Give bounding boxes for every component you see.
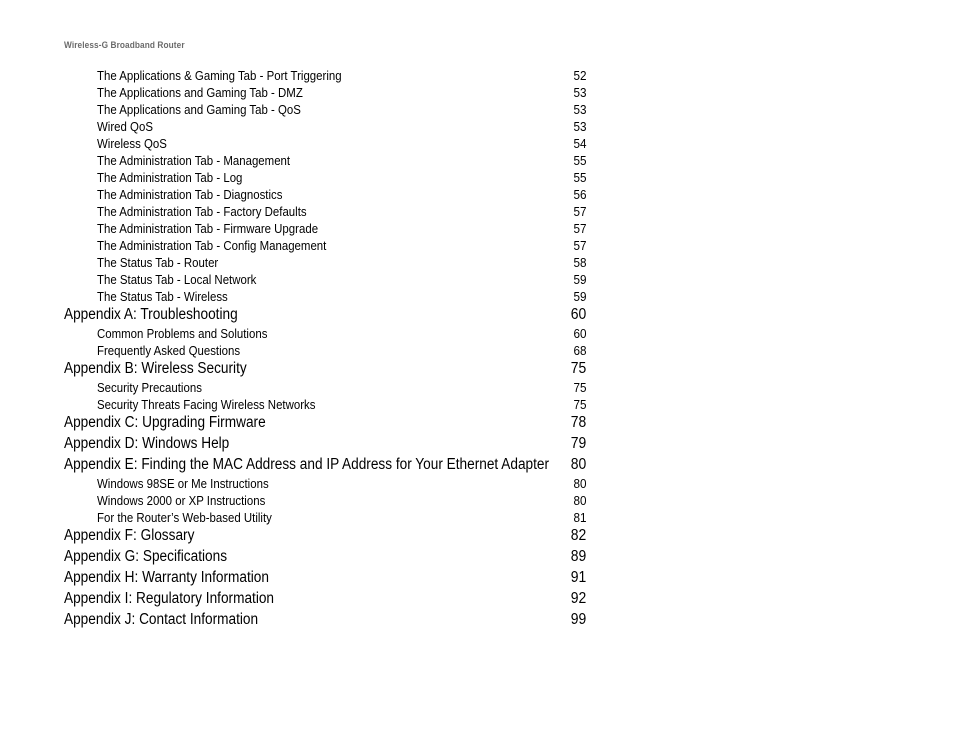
toc-entry-section[interactable] <box>64 101 586 118</box>
toc-entry-title: Appendix B: Wireless Security <box>64 360 247 377</box>
toc-entry-title: The Administration Tab - Diagnostics <box>97 187 283 202</box>
toc-entry-section[interactable] <box>64 271 586 288</box>
toc-entry-page-number: 75 <box>572 380 586 395</box>
toc-entry-section[interactable] <box>64 152 586 169</box>
toc-entry-title: For the Router’s Web-based Utility <box>97 510 272 525</box>
toc-entry-appendix[interactable] <box>64 413 586 433</box>
toc-entry-section[interactable] <box>64 475 586 492</box>
toc-entry-section[interactable] <box>64 254 586 271</box>
toc-entry-title: Appendix A: Troubleshooting <box>64 306 238 323</box>
toc-entry-page-number: 78 <box>570 414 586 431</box>
toc-entry-title: Appendix J: Contact Information <box>64 611 259 628</box>
toc-entry-page-number: 91 <box>570 569 586 586</box>
toc-entry-section[interactable] <box>64 118 586 135</box>
toc-entry-page-number: 55 <box>572 170 586 185</box>
toc-entry-page-number: 55 <box>572 153 586 168</box>
toc-entry-page-number: 57 <box>572 204 586 219</box>
toc-entry-section[interactable] <box>64 169 586 186</box>
toc-entry-title: The Status Tab - Router <box>97 255 219 270</box>
toc-entry-section[interactable] <box>64 220 586 237</box>
toc-entry-page-number: 57 <box>572 221 586 236</box>
toc-entry-section[interactable] <box>64 203 586 220</box>
toc-entry-section[interactable] <box>64 379 586 396</box>
toc-entry-section[interactable] <box>64 186 586 203</box>
toc-entry-section[interactable] <box>64 135 586 152</box>
toc-entry-title: Appendix F: Glossary <box>64 527 195 544</box>
toc-entry-section[interactable] <box>64 84 586 101</box>
toc-entry-title: Appendix D: Windows Help <box>64 435 230 452</box>
toc-entry-title: Security Threats Facing Wireless Networks <box>97 397 316 412</box>
toc-entry-appendix[interactable] <box>64 568 586 588</box>
toc-entry-appendix[interactable] <box>64 455 586 475</box>
table-of-contents <box>64 67 586 630</box>
running-header: Wireless-G Broadband Router <box>64 40 185 50</box>
toc-entry-appendix[interactable] <box>64 526 586 546</box>
toc-entry-title: Common Problems and Solutions <box>97 326 268 341</box>
toc-entry-title: Wireless QoS <box>97 136 167 151</box>
toc-entry-section[interactable] <box>64 509 586 526</box>
toc-entry-page-number: 92 <box>570 590 586 607</box>
toc-entry-page-number: 80 <box>572 476 586 491</box>
toc-entry-page-number: 53 <box>572 119 586 134</box>
toc-entry-page-number: 75 <box>570 360 586 377</box>
toc-entry-title: Windows 2000 or XP Instructions <box>97 493 266 508</box>
toc-entry-page-number: 59 <box>572 272 586 287</box>
toc-entry-title: Appendix E: Finding the MAC Address and IP Address for Your Ethernet Adapter <box>64 456 550 473</box>
toc-entry-page-number: 53 <box>572 102 586 117</box>
toc-entry-title: Security Precautions <box>97 380 202 395</box>
toc-entry-title: Frequently Asked Questions <box>97 343 241 358</box>
toc-entry-page-number: 59 <box>572 289 586 304</box>
toc-entry-page-number: 52 <box>572 68 586 83</box>
toc-entry-section[interactable] <box>64 67 586 84</box>
toc-entry-title: The Administration Tab - Management <box>97 153 291 168</box>
toc-entry-page-number: 75 <box>572 397 586 412</box>
toc-entry-page-number: 68 <box>572 343 586 358</box>
toc-entry-page-number: 81 <box>572 510 586 525</box>
toc-entry-title: The Applications and Gaming Tab - QoS <box>97 102 301 117</box>
toc-entry-page-number: 57 <box>572 238 586 253</box>
toc-entry-page-number: 60 <box>572 326 586 341</box>
toc-entry-page-number: 56 <box>572 187 586 202</box>
toc-entry-page-number: 82 <box>570 527 586 544</box>
toc-entry-page-number: 80 <box>572 493 586 508</box>
toc-entry-page-number: 60 <box>570 306 586 323</box>
toc-entry-appendix[interactable] <box>64 434 586 454</box>
toc-entry-title: Windows 98SE or Me Instructions <box>97 476 269 491</box>
toc-entry-page-number: 54 <box>572 136 586 151</box>
toc-entry-section[interactable] <box>64 396 586 413</box>
toc-entry-page-number: 58 <box>572 255 586 270</box>
toc-entry-title: The Applications and Gaming Tab - DMZ <box>97 85 303 100</box>
toc-entry-title: The Status Tab - Wireless <box>97 289 228 304</box>
toc-entry-title: Appendix I: Regulatory Information <box>64 590 275 607</box>
toc-entry-title: The Administration Tab - Config Management <box>97 238 327 253</box>
toc-entry-appendix[interactable] <box>64 589 586 609</box>
toc-entry-section[interactable] <box>64 492 586 509</box>
toc-entry-section[interactable] <box>64 237 586 254</box>
toc-entry-page-number: 79 <box>570 435 586 452</box>
toc-entry-title: The Status Tab - Local Network <box>97 272 257 287</box>
toc-entry-page-number: 80 <box>570 456 586 473</box>
toc-entry-page-number: 99 <box>570 611 586 628</box>
toc-entry-page-number: 53 <box>572 85 586 100</box>
toc-entry-title: Appendix C: Upgrading Firmware <box>64 414 266 431</box>
toc-entry-appendix[interactable] <box>64 305 586 325</box>
toc-entry-title: The Administration Tab - Log <box>97 170 243 185</box>
toc-entry-title: Wired QoS <box>97 119 153 134</box>
toc-entry-page-number: 89 <box>570 548 586 565</box>
toc-entry-title: Appendix H: Warranty Information <box>64 569 269 586</box>
toc-entry-section[interactable] <box>64 325 586 342</box>
toc-entry-appendix[interactable] <box>64 610 586 630</box>
toc-entry-appendix[interactable] <box>64 547 586 567</box>
toc-entry-section[interactable] <box>64 288 586 305</box>
toc-entry-title: Appendix G: Specifications <box>64 548 228 565</box>
toc-entry-section[interactable] <box>64 342 586 359</box>
toc-entry-title: The Applications & Gaming Tab - Port Triggering <box>97 68 342 83</box>
toc-entry-title: The Administration Tab - Factory Defaults <box>97 204 307 219</box>
toc-entry-title: The Administration Tab - Firmware Upgrade <box>97 221 319 236</box>
toc-entry-appendix[interactable] <box>64 359 586 379</box>
